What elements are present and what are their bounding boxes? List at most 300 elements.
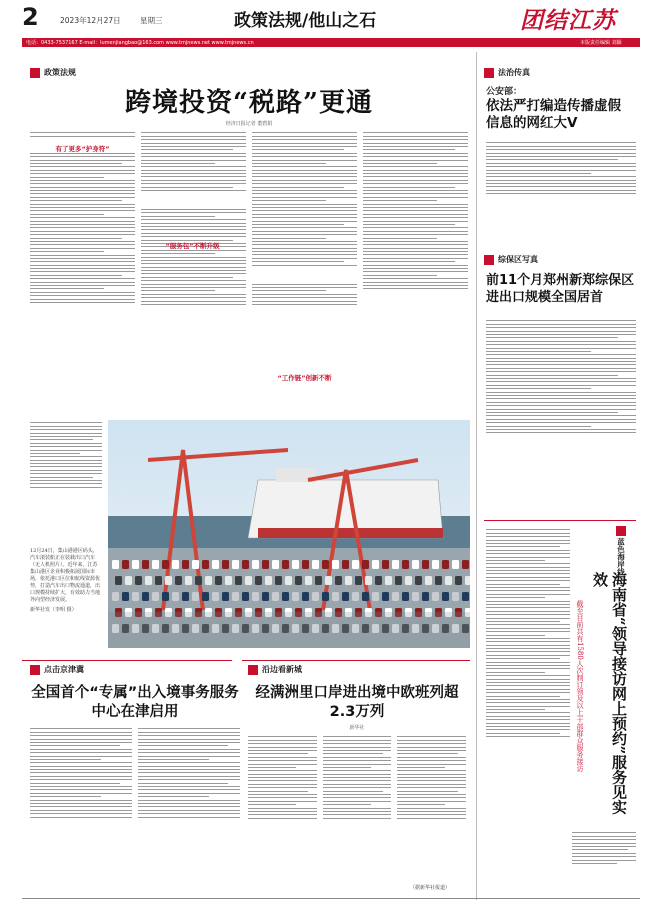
legal-kicker: 公安部：: [486, 87, 523, 97]
text-line: [486, 597, 545, 598]
text-line: [363, 136, 468, 137]
photo-credit: 新华社发（李明 摄）: [30, 607, 77, 613]
text-line: [363, 214, 468, 215]
text-line: [486, 381, 636, 382]
text-line: [141, 136, 246, 137]
text-line: [252, 238, 326, 239]
text-line: [30, 261, 135, 262]
parked-car: [402, 592, 409, 601]
text-line: [141, 163, 215, 164]
text-line: [486, 409, 636, 410]
section-label-overview: [484, 254, 538, 265]
parked-car: [225, 576, 232, 585]
text-line: [486, 412, 618, 413]
text-line: [363, 288, 468, 289]
text-line: [323, 774, 392, 775]
parked-car: [172, 560, 179, 569]
coastal-note: （据新华社报道）: [410, 885, 451, 891]
text-line: [30, 241, 135, 242]
parked-car: [205, 576, 212, 585]
text-line: [30, 268, 135, 269]
text-line: [486, 736, 570, 737]
text-line: [30, 299, 135, 300]
text-line: [397, 808, 466, 809]
text-line: [363, 221, 468, 222]
text-line: [486, 402, 636, 403]
text-line: [30, 793, 132, 794]
text-line: [486, 320, 636, 321]
hainan-body-lower: [572, 830, 636, 892]
text-line: [323, 750, 392, 751]
main-byline: 经济日报记者 董碧娟: [225, 121, 273, 127]
text-line: [138, 813, 240, 814]
text-line: [138, 803, 240, 804]
text-line: [323, 801, 392, 802]
text-line: [252, 143, 357, 144]
text-line: [30, 742, 132, 743]
text-line: [138, 800, 240, 801]
text-line: [397, 767, 445, 768]
text-line: [141, 233, 246, 234]
text-line: [363, 149, 455, 150]
text-line: [138, 789, 240, 790]
text-line: [486, 337, 618, 338]
text-line: [397, 764, 466, 765]
text-line: [323, 818, 392, 819]
text-line: [252, 156, 357, 157]
text-line: [252, 149, 344, 150]
text-line: [363, 248, 468, 249]
text-line: [141, 277, 233, 278]
text-line: [138, 756, 240, 757]
text-line: [252, 187, 344, 188]
text-line: [486, 170, 636, 171]
text-line: [252, 231, 357, 232]
text-line: [363, 275, 437, 276]
parked-car: [112, 592, 119, 601]
parked-car: [222, 560, 229, 569]
text-line: [141, 267, 246, 268]
parked-car: [162, 560, 169, 569]
parked-car: [122, 592, 129, 601]
parked-car: [172, 592, 179, 601]
text-line: [138, 766, 240, 767]
text-line: [30, 295, 135, 296]
text-line: [397, 740, 466, 741]
text-line: [30, 483, 102, 484]
text-line: [486, 719, 570, 720]
text-column: [252, 130, 357, 412]
text-line: [30, 210, 135, 211]
text-line: [397, 743, 466, 744]
text-line: [252, 251, 357, 252]
text-line: [248, 784, 317, 785]
text-column: [248, 734, 317, 884]
text-line: [397, 791, 457, 792]
text-column: [141, 130, 246, 412]
text-line: [252, 136, 357, 137]
text-line: [323, 791, 383, 792]
text-line: [252, 301, 357, 302]
text-line: [363, 160, 468, 161]
text-line: [397, 757, 466, 758]
text-line: [248, 736, 317, 737]
text-line: [252, 190, 357, 191]
text-column: [486, 140, 636, 240]
text-line: [141, 153, 246, 154]
text-line: [486, 546, 560, 547]
text-line: [486, 614, 570, 615]
text-line: [138, 735, 240, 736]
text-line: [30, 422, 102, 423]
text-line: [397, 797, 466, 798]
text-line: [30, 271, 135, 272]
text-line: [30, 180, 135, 181]
text-line: [30, 170, 135, 171]
text-line: [572, 849, 628, 850]
parked-car: [275, 576, 282, 585]
parked-car: [342, 592, 349, 601]
text-line: [141, 287, 246, 288]
text-line: [486, 675, 570, 676]
section-rule: [22, 660, 232, 661]
text-column: [30, 726, 132, 892]
text-line: [30, 450, 102, 451]
text-line: [323, 784, 392, 785]
parked-car: [342, 560, 349, 569]
text-line: [486, 567, 570, 568]
text-line: [486, 358, 636, 359]
coastal-headline: 经满洲里口岸进出境中欧班列超2.3万列: [255, 685, 459, 720]
overview-headline: 前11个月郑州新郑综保区进出口规模全国居首: [486, 273, 635, 305]
text-line: [486, 709, 545, 710]
text-line: [141, 180, 246, 181]
parked-car: [222, 592, 229, 601]
text-line: [486, 341, 636, 342]
text-line: [397, 760, 466, 761]
parked-car: [372, 560, 379, 569]
text-line: [486, 324, 636, 325]
text-line: [138, 772, 240, 773]
text-column: [30, 130, 135, 412]
text-line: [486, 658, 560, 659]
text-line: [30, 190, 135, 191]
text-line: [248, 777, 317, 778]
parked-car: [405, 576, 412, 585]
section-label-text: 点击京津冀: [44, 665, 84, 674]
text-line: [323, 753, 383, 754]
parked-car: [142, 560, 149, 569]
parked-car: [295, 576, 302, 585]
section-marker-icon: [30, 68, 40, 78]
text-line: [486, 153, 636, 154]
text-line: [363, 282, 468, 283]
text-line: [323, 770, 392, 771]
parked-car: [192, 592, 199, 601]
text-line: [30, 231, 135, 232]
text-line: [141, 216, 215, 217]
text-line: [486, 432, 636, 433]
text-line: [30, 187, 135, 188]
legal-headline: 依法严打编造传播虚假信息的网红大V: [486, 98, 621, 131]
text-line: [30, 265, 135, 266]
subhead: “服务包”不断升级: [165, 242, 220, 250]
text-line: [252, 294, 357, 295]
text-line: [486, 557, 570, 558]
text-line: [397, 814, 466, 815]
section-label-coastal: [248, 664, 302, 675]
text-line: [397, 784, 466, 785]
text-line: [486, 550, 570, 551]
parked-car: [425, 576, 432, 585]
text-line: [486, 426, 591, 427]
bottom-rule: [22, 898, 640, 899]
text-line: [141, 226, 246, 227]
text-line: [138, 749, 240, 750]
text-line: [486, 689, 570, 690]
text-line: [30, 288, 104, 289]
text-line: [248, 770, 317, 771]
parked-car: [152, 560, 159, 569]
text-line: [30, 466, 102, 467]
text-line: [486, 618, 570, 619]
parked-car: [312, 592, 319, 601]
text-line: [252, 234, 357, 235]
text-line: [141, 304, 246, 305]
text-line: [141, 294, 246, 295]
text-line: [363, 224, 455, 225]
text-line: [363, 241, 468, 242]
text-line: [30, 776, 132, 777]
parked-car: [332, 592, 339, 601]
text-line: [141, 160, 246, 161]
parked-car: [262, 592, 269, 601]
text-line: [486, 183, 636, 184]
text-line: [30, 796, 101, 797]
text-line: [30, 238, 122, 239]
parked-car: [215, 576, 222, 585]
text-line: [30, 429, 102, 430]
text-line: [141, 183, 246, 184]
text-line: [252, 210, 357, 211]
parked-car: [322, 560, 329, 569]
text-line: [141, 257, 246, 258]
text-line: [486, 529, 570, 530]
text-line: [248, 814, 317, 815]
coastal-body: [248, 734, 466, 884]
text-line: [486, 570, 570, 571]
text-line: [30, 217, 135, 218]
text-line: [138, 817, 240, 818]
text-line: [252, 170, 357, 171]
text-line: [397, 780, 466, 781]
text-line: [30, 275, 122, 276]
text-line: [486, 146, 636, 147]
masthead-weekday: 星期三: [140, 16, 163, 25]
text-line: [486, 186, 636, 187]
parked-car: [322, 592, 329, 601]
text-line: [138, 759, 209, 760]
text-line: [141, 253, 215, 254]
text-line: [486, 702, 570, 703]
text-line: [141, 190, 246, 191]
text-line: [572, 856, 636, 857]
text-line: [486, 334, 636, 335]
text-line: [397, 747, 466, 748]
text-line: [363, 231, 468, 232]
parked-car: [135, 576, 142, 585]
text-line: [397, 801, 466, 802]
parked-car: [112, 560, 119, 569]
text-line: [486, 733, 560, 734]
parked-car: [212, 560, 219, 569]
newspaper-logo: 团结江苏: [520, 7, 616, 34]
parked-car: [182, 560, 189, 569]
text-line: [486, 679, 570, 680]
text-line: [252, 166, 357, 167]
text-line: [248, 743, 317, 744]
hainan-subheadline: 截至目前共有1580人次制订领及以上干部群众服务接访: [576, 600, 584, 772]
text-line: [141, 236, 246, 237]
text-line: [323, 808, 392, 809]
parked-car: [115, 576, 122, 585]
text-line: [486, 429, 636, 430]
text-line: [363, 244, 468, 245]
legal-body: [486, 140, 636, 240]
text-line: [252, 217, 357, 218]
text-line: [138, 776, 240, 777]
parked-car: [412, 560, 419, 569]
text-line: [30, 766, 132, 767]
text-line: [141, 139, 246, 140]
text-line: [486, 665, 570, 666]
text-line: [486, 682, 570, 683]
parked-car: [232, 592, 239, 601]
text-line: [486, 716, 570, 717]
hainan-body: [486, 527, 570, 892]
parked-car: [415, 576, 422, 585]
text-line: [323, 764, 392, 765]
parked-car: [315, 576, 322, 585]
text-line: [141, 297, 246, 298]
parked-car: [395, 576, 402, 585]
text-line: [486, 193, 636, 194]
text-line: [486, 685, 570, 686]
text-line: [486, 692, 570, 693]
parked-car: [202, 560, 209, 569]
masthead-date: 2023年12月27日: [60, 16, 121, 25]
parked-car: [352, 592, 359, 601]
text-line: [30, 183, 135, 184]
text-line: [141, 187, 233, 188]
text-line: [486, 607, 570, 608]
text-line: [572, 836, 636, 837]
text-line: [486, 601, 570, 602]
text-line: [30, 193, 135, 194]
text-line: [486, 651, 570, 652]
text-line: [323, 804, 371, 805]
text-line: [252, 193, 357, 194]
text-line: [397, 804, 445, 805]
text-line: [323, 787, 392, 788]
text-line: [30, 453, 80, 454]
text-line: [486, 368, 636, 369]
parked-car: [122, 560, 129, 569]
text-line: [486, 573, 570, 574]
text-line: [323, 780, 392, 781]
text-line: [248, 774, 317, 775]
text-line: [252, 176, 357, 177]
text-line: [30, 251, 104, 252]
section-marker-icon: [484, 255, 494, 265]
parked-car: [302, 560, 309, 569]
text-line: [363, 271, 468, 272]
text-line: [30, 207, 135, 208]
hainan-headline: 海南省“领导接访网上预约”服务见实效: [591, 572, 628, 815]
text-line: [397, 774, 466, 775]
text-line: [363, 210, 468, 211]
text-line: [30, 426, 102, 427]
parked-car: [292, 592, 299, 601]
text-line: [363, 200, 437, 201]
text-line: [486, 398, 636, 399]
text-line: [30, 477, 93, 478]
text-line: [486, 351, 591, 352]
parked-car: [332, 560, 339, 569]
text-line: [30, 433, 102, 434]
text-line: [486, 176, 636, 177]
text-line: [252, 221, 357, 222]
text-line: [141, 146, 246, 147]
text-line: [363, 227, 468, 228]
text-line: [248, 818, 317, 819]
text-line: [30, 258, 135, 259]
text-line: [252, 183, 357, 184]
text-line: [138, 793, 240, 794]
parked-car: [242, 560, 249, 569]
text-line: [486, 635, 545, 636]
text-line: [30, 160, 135, 161]
text-line: [397, 770, 466, 771]
text-line: [486, 580, 570, 581]
text-line: [248, 804, 296, 805]
text-line: [30, 244, 135, 245]
parked-car: [452, 560, 459, 569]
text-line: [30, 436, 102, 437]
parked-car: [412, 592, 419, 601]
text-line: [363, 258, 468, 259]
text-line: [486, 712, 570, 713]
text-line: [486, 364, 636, 365]
text-line: [138, 742, 240, 743]
text-line: [397, 811, 466, 812]
text-line: [363, 166, 468, 167]
parked-car: [442, 560, 449, 569]
parked-car: [155, 576, 162, 585]
text-line: [486, 662, 570, 663]
text-line: [486, 590, 570, 591]
text-line: [486, 395, 636, 396]
section-label-text: 蓝色海岸线: [616, 538, 626, 576]
text-line: [486, 375, 618, 376]
text-line: [141, 212, 246, 213]
parked-car: [152, 592, 159, 601]
text-line: [141, 270, 246, 271]
subhead: 有了更多“护身符”: [55, 145, 110, 153]
text-line: [30, 214, 104, 215]
text-line: [486, 540, 570, 541]
text-line: [30, 221, 135, 222]
